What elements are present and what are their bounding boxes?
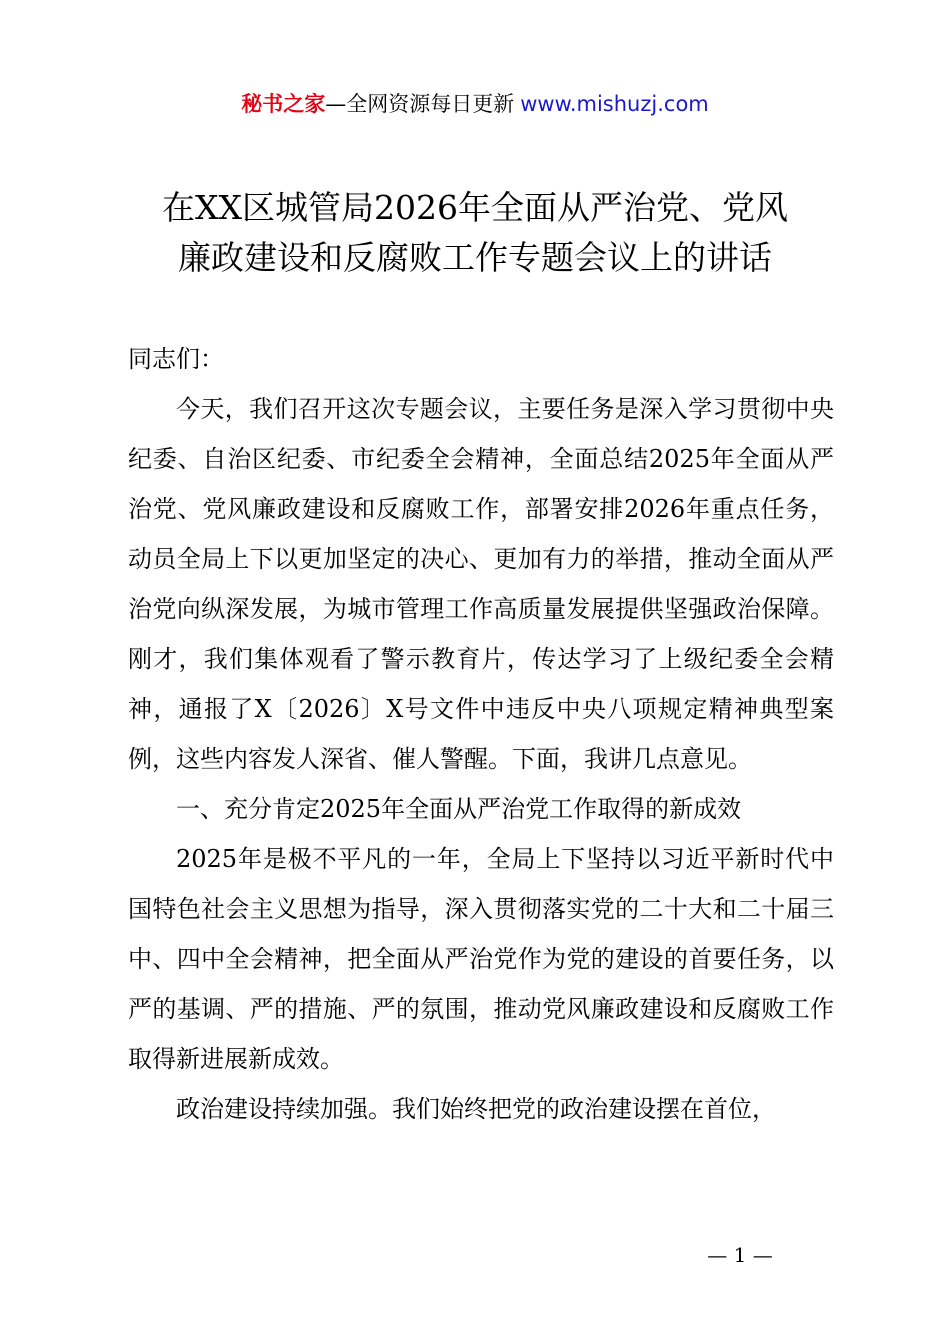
banner-tagline: —全网资源每日更新 (325, 92, 515, 116)
section-heading: 一、充分肯定2025年全面从严治党工作取得的新成效 (176, 795, 742, 823)
site-banner (0, 88, 950, 120)
body-paragraph: 今天，我们召开这次专题会议，主要任务是深入学习贯彻中央纪委、自治区纪委、市纪委全会精神，全面总结2025年全面从严治党、党风廉政建设和反腐败工作，部署安排2026年重点任务，动员全局上下以更加坚定的决心、更加有力的举措，推动全面从严治党向纵深发展，为城市管理工作高质量发展提供坚强政治保障。刚才，我们集体观看了警示教育片，传达学习了上级纪委全会精神，通报了X〔2026〕X号文件中违反中央八项规定精神典型案例，这些内容发人深省、催人警醒。下面，我讲几点意见。 (128, 395, 834, 773)
salutation: 同志们： (128, 345, 224, 373)
document-title (100, 183, 850, 283)
title-line-2: 廉政建设和反腐败工作专题会议上的讲话 (178, 238, 772, 277)
body-paragraph: 2025年是极不平凡的一年，全局上下坚持以习近平新时代中国特色社会主义思想为指导，深入贯彻落实党的二十大和二十届三中、四中全会精神，把全面从严治党作为党的建设的首要任务，以严的基调、严的措施、严的氛围，推动党风廉政建设和反腐败工作取得新进展新成效。 (128, 845, 834, 1073)
document-body (128, 334, 834, 1134)
title-line-1: 在XX区城管局2026年全面从严治党、党风 (162, 188, 788, 227)
body-paragraph: 政治建设持续加强。我们始终把党的政治建设摆在首位， (176, 1095, 776, 1123)
site-url-link[interactable]: www.mishuzj.com (520, 92, 709, 116)
brand-name: 秘书之家 (241, 92, 326, 116)
page-number: — 1 — (707, 1243, 773, 1267)
